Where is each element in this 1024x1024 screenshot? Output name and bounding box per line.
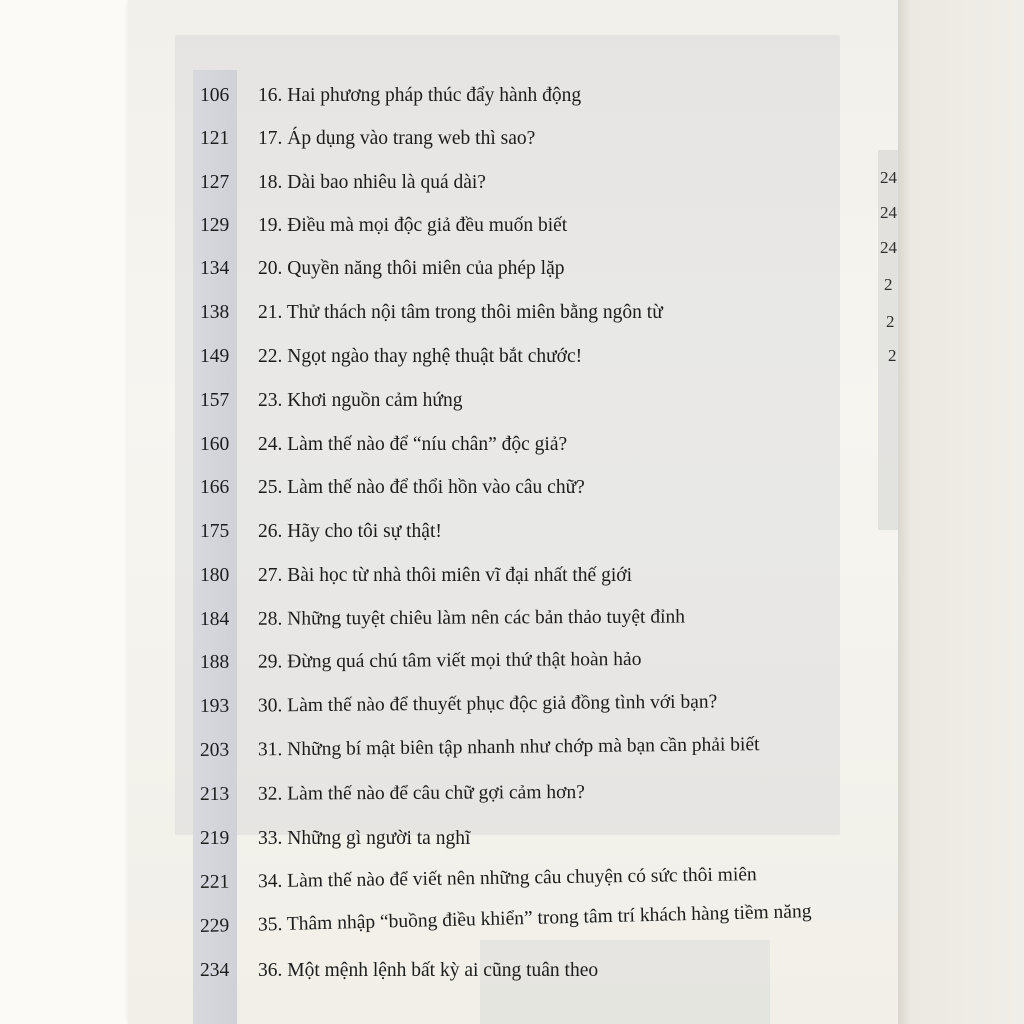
toc-entry bbox=[200, 434, 567, 456]
toc-page-number: 160 bbox=[200, 434, 230, 455]
toc-page-number: 180 bbox=[200, 565, 230, 586]
toc-page-number: 234 bbox=[200, 960, 230, 981]
toc-page-number: 134 bbox=[200, 258, 230, 279]
toc-entry bbox=[200, 649, 642, 674]
toc-page-number: 149 bbox=[200, 346, 230, 367]
toc-entry bbox=[200, 390, 462, 412]
toc-entry bbox=[200, 606, 685, 631]
adjacent-page-number: 2 bbox=[884, 275, 893, 294]
toc-page-number: 166 bbox=[200, 477, 230, 498]
toc-entry bbox=[200, 258, 565, 280]
toc-chapter-title: 35. Thâm nhập “buồng điều khiển” trong tâm trí khách hàng tiềm năng bbox=[257, 901, 812, 936]
toc-chapter-title: 22. Ngọt ngào thay nghệ thuật bắt chước! bbox=[258, 346, 583, 367]
toc-chapter-title: 21. Thử thách nội tâm trong thôi miên bằng ngôn từ bbox=[258, 302, 663, 323]
toc-entry bbox=[200, 215, 567, 237]
toc-page-number: 157 bbox=[200, 390, 230, 411]
adjacent-page-number: 2 bbox=[886, 312, 895, 331]
toc-page-number: 221 bbox=[199, 871, 230, 893]
toc-entry bbox=[200, 172, 486, 194]
toc-chapter-title: 36. Một mệnh lệnh bất kỳ ai cũng tuân theo bbox=[258, 960, 599, 981]
toc-page-number: 213 bbox=[199, 783, 230, 805]
toc-entry bbox=[200, 734, 760, 762]
toc-entry bbox=[200, 477, 585, 499]
adjacent-page-number: 24 bbox=[880, 238, 897, 257]
toc-chapter-title: 25. Làm thế nào để thổi hồn vào câu chữ? bbox=[258, 477, 585, 498]
toc-page-number: 193 bbox=[199, 695, 230, 717]
toc-chapter-title: 27. Bài học từ nhà thôi miên vĩ đại nhất thế giới bbox=[258, 565, 632, 586]
toc-page-number: 188 bbox=[199, 651, 230, 673]
toc-page-number: 203 bbox=[199, 739, 230, 761]
toc-chapter-title: 30. Làm thế nào để thuyết phục độc giả đồng tình với bạn? bbox=[257, 691, 718, 717]
toc-entry bbox=[200, 565, 632, 587]
toc-entry bbox=[200, 828, 470, 850]
toc-chapter-title: 33. Những gì người ta nghĩ bbox=[258, 828, 471, 849]
toc-page-number: 138 bbox=[200, 302, 230, 323]
toc-chapter-title: 23. Khơi nguồn cảm hứng bbox=[258, 390, 463, 411]
toc-chapter-title: 20. Quyền năng thôi miên của phép lặp bbox=[258, 258, 565, 279]
toc-page-number: 121 bbox=[200, 128, 230, 149]
toc-entry bbox=[200, 901, 812, 938]
toc-entry bbox=[200, 691, 717, 718]
toc-chapter-title: 24. Làm thế nào để “níu chân” độc giả? bbox=[258, 434, 568, 455]
toc-chapter-title: 34. Làm thế nào để viết nên những câu chuyện có sức thôi miên bbox=[257, 864, 757, 893]
toc-page-number: 184 bbox=[199, 608, 230, 630]
toc-chapter-title: 19. Điều mà mọi độc giả đều muốn biết bbox=[258, 215, 568, 236]
toc-chapter-title: 18. Dài bao nhiêu là quá dài? bbox=[258, 172, 486, 193]
toc-chapter-title: 16. Hai phương pháp thúc đẩy hành động bbox=[258, 85, 582, 106]
toc-entry bbox=[200, 85, 581, 107]
toc-page-number: 127 bbox=[200, 172, 230, 193]
toc-chapter-title: 28. Những tuyệt chiêu làm nên các bản thảo tuyệt đỉnh bbox=[257, 606, 686, 630]
toc-chapter-title: 17. Áp dụng vào trang web thì sao? bbox=[258, 128, 536, 149]
toc-entry bbox=[200, 521, 442, 543]
toc-entry bbox=[200, 346, 582, 368]
toc-chapter-title: 31. Những bí mật biên tập nhanh như chớp mà bạn cần phải biết bbox=[257, 734, 760, 761]
toc-page-number: 219 bbox=[200, 828, 230, 849]
toc-entry bbox=[200, 864, 757, 894]
toc-chapter-title: 26. Hãy cho tôi sự thật! bbox=[258, 521, 442, 542]
toc-page-number: 106 bbox=[200, 85, 230, 106]
toc-entry bbox=[200, 128, 535, 150]
toc-entry bbox=[200, 302, 663, 324]
toc-page-number: 129 bbox=[200, 215, 230, 236]
adjacent-page-number: 24 bbox=[880, 203, 897, 222]
toc-chapter-title: 29. Đừng quá chú tâm viết mọi thứ thật hoàn hảo bbox=[257, 648, 642, 673]
toc-chapter-title: 32. Làm thế nào để câu chữ gợi cảm hơn? bbox=[257, 781, 585, 805]
adjacent-page-number: 24 bbox=[880, 168, 897, 187]
toc-page-number: 175 bbox=[200, 521, 230, 542]
toc-page-number: 229 bbox=[199, 915, 230, 937]
toc-entry bbox=[200, 782, 585, 806]
adjacent-page-number: 2 bbox=[888, 346, 897, 365]
toc-entry bbox=[200, 960, 598, 982]
